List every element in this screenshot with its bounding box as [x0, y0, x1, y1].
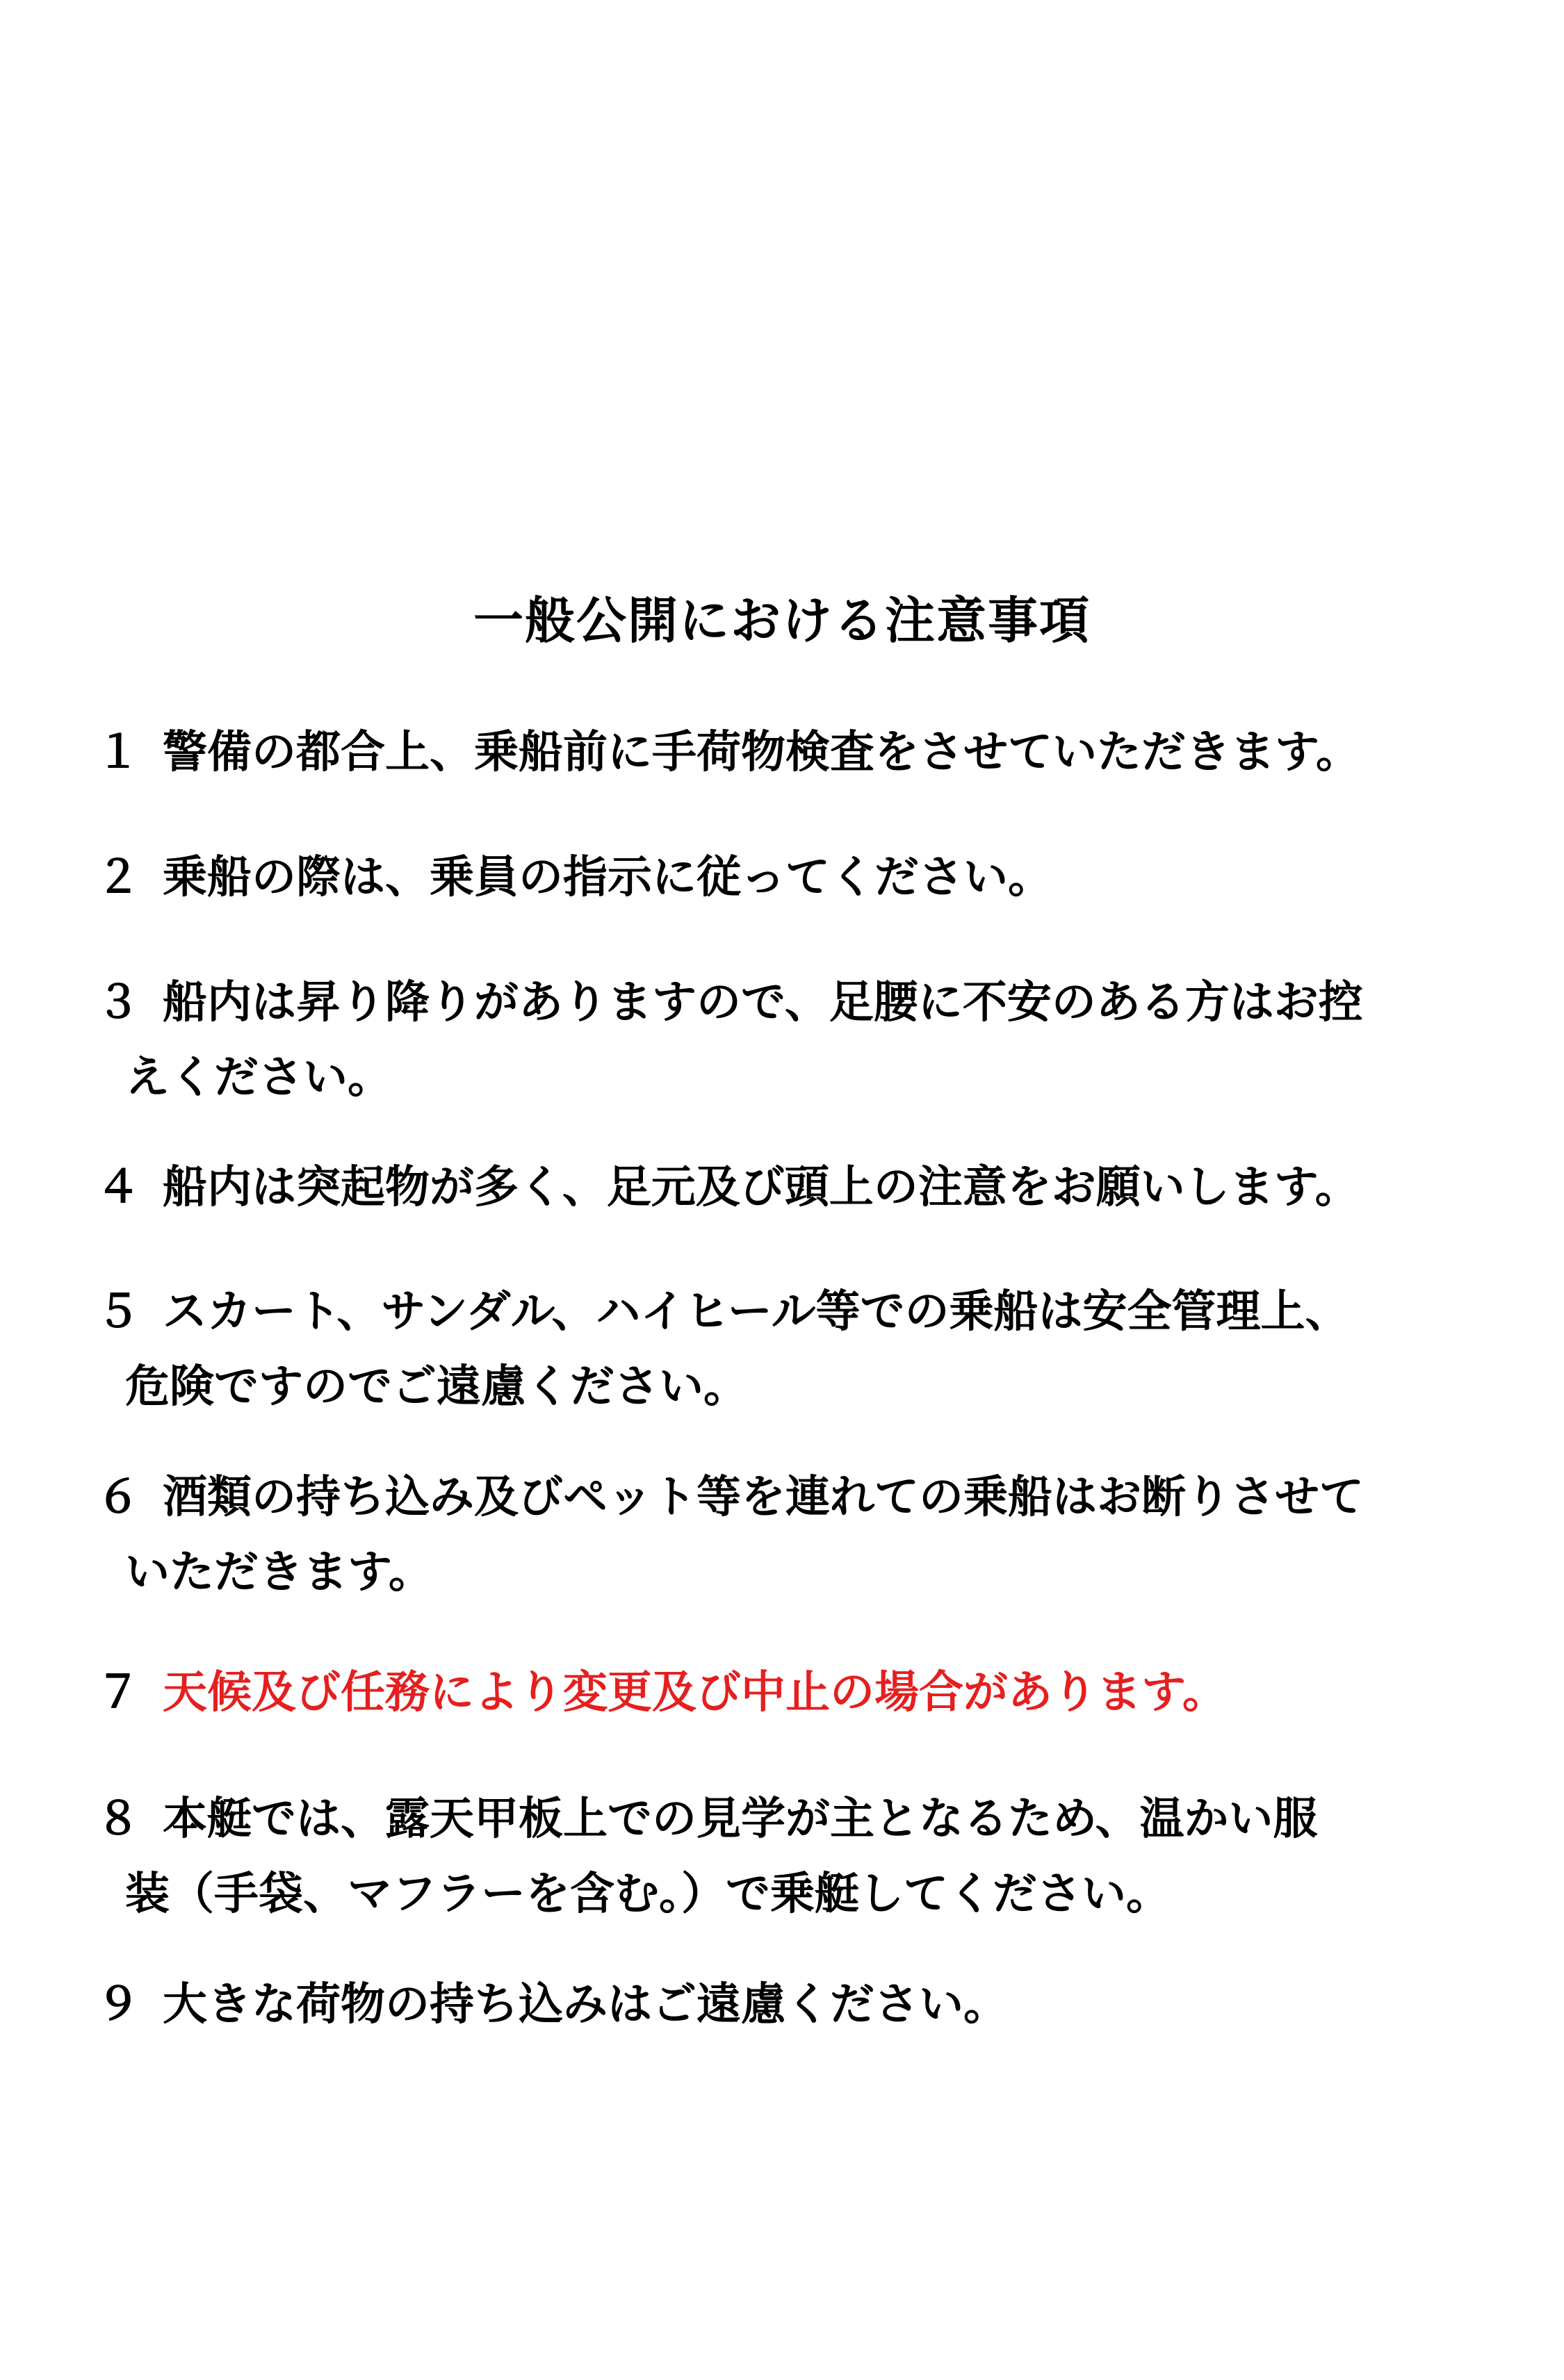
item-number: ２ [96, 852, 140, 903]
item-number: １ [96, 727, 140, 778]
page-title: 一般公開における注意事項 [473, 591, 1091, 650]
notice-item-9 [96, 1967, 1486, 2042]
item-number: ８ [96, 1794, 140, 1845]
item-text: スカート、サンダル、ハイヒール等での乗船は安全管理上、 [163, 1286, 1350, 1338]
item-text-warning: 天候及び任務により変更及び中止の場合があります。 [163, 1667, 1227, 1718]
item-line [96, 1150, 1486, 1225]
item-number: ５ [96, 1286, 140, 1338]
item-text-continuation: いただきます。 [125, 1547, 433, 1598]
item-line [96, 840, 1486, 915]
notice-item-7 [96, 1655, 1486, 1730]
item-number: ４ [96, 1162, 140, 1213]
item-text: 船内は突起物が多く、足元及び頭上の注意をお願いします。 [163, 1162, 1360, 1213]
item-line [96, 1967, 1486, 2042]
item-text: 酒類の持ち込み及びペット等を連れての乗船はお断りさせて [163, 1472, 1364, 1523]
notice-item-5 [96, 1274, 1486, 1425]
notice-item-8 [96, 1782, 1486, 1932]
item-text: 乗船の際は、乗員の指示に従ってください。 [163, 852, 1052, 903]
item-number: ９ [96, 1979, 140, 2030]
item-text-continuation: 装（手袋、マフラーを含む。）で乗艇してください。 [125, 1869, 1171, 1920]
item-line [96, 715, 1486, 790]
item-line [96, 1274, 1486, 1349]
notice-item-6 [96, 1460, 1486, 1610]
notice-item-1 [96, 715, 1486, 790]
item-text: 船内は昇り降りがありますので、足腰に不安のある方はお控 [163, 977, 1363, 1028]
item-text-continuation: えください。 [125, 1052, 392, 1103]
item-line [96, 965, 1486, 1040]
item-text-continuation: 危険ですのでご遠慮ください。 [125, 1361, 748, 1413]
item-text: 大きな荷物の持ち込みはご遠慮ください。 [163, 1979, 1008, 2030]
item-line [96, 1782, 1486, 1857]
item-number: ７ [96, 1667, 140, 1718]
item-line [96, 1460, 1486, 1535]
item-line [96, 1655, 1486, 1730]
notice-item-4 [96, 1150, 1486, 1225]
notice-item-3 [96, 965, 1486, 1115]
item-number: ６ [96, 1472, 140, 1523]
item-number: ３ [96, 977, 140, 1028]
item-text: 警備の都合上、乗船前に手荷物検査をさせていただきます。 [163, 727, 1360, 778]
item-text: 本艇では、露天甲板上での見学が主となるため、温かい服 [163, 1794, 1318, 1845]
notice-item-2 [96, 840, 1486, 915]
